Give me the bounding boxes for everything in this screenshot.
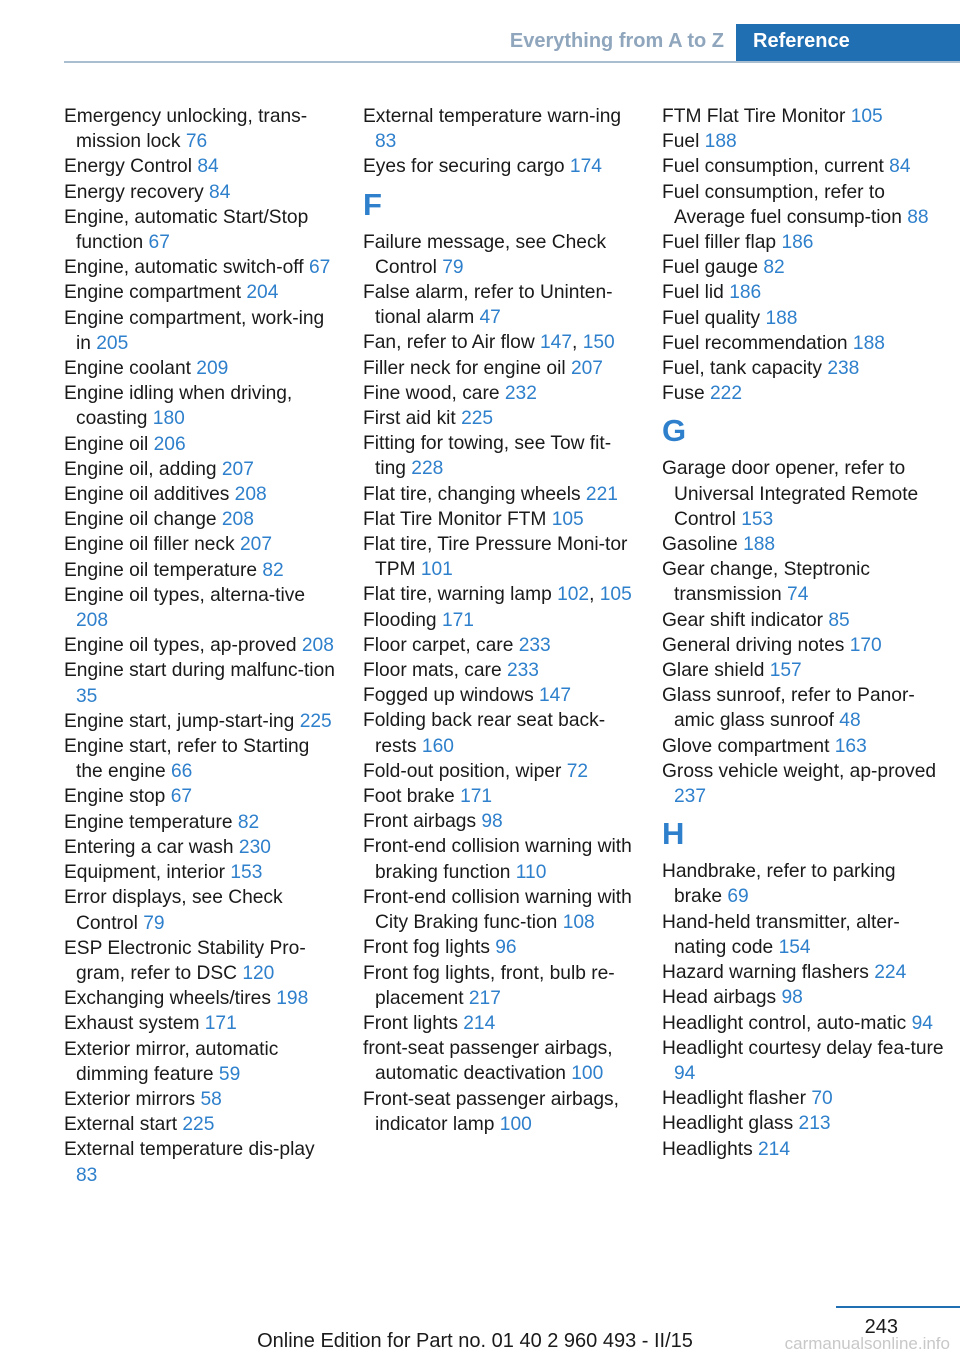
entry-term: Headlight control, auto-matic <box>662 1012 912 1034</box>
entry-term: Fuel consumption, refer to Average fuel consump-tion <box>662 181 908 228</box>
index-entry <box>64 457 336 482</box>
entry-term: Engine idling when driving, coasting <box>64 383 293 430</box>
index-entry <box>662 230 946 255</box>
index-entry <box>662 306 946 331</box>
entry-term: Headlight courtesy delay fea-ture <box>662 1037 944 1059</box>
index-entry <box>64 356 336 381</box>
index-entry <box>64 1037 336 1087</box>
page-link[interactable]: 233 <box>506 660 539 682</box>
index-entry <box>64 583 336 633</box>
entry-term: Fuel consumption, current <box>662 156 890 178</box>
index-column-1 <box>64 104 336 1188</box>
index-entry <box>363 154 635 179</box>
page-link[interactable]: 188 <box>852 332 885 354</box>
page-link[interactable]: 208 <box>234 484 267 506</box>
entry-term: Failure message, see Check Control <box>363 231 607 278</box>
entry-term: Exhaust system <box>64 1013 205 1035</box>
page-link[interactable]: 180 <box>152 408 185 430</box>
page-link[interactable]: 186 <box>781 232 814 254</box>
entry-term: Fine wood, care <box>363 382 505 404</box>
page-link[interactable]: 170 <box>849 634 882 656</box>
index-entry <box>64 885 336 935</box>
page-link[interactable]: 237 <box>674 786 707 808</box>
page-link[interactable]: 163 <box>834 735 867 757</box>
index-entry <box>64 104 336 154</box>
index-entry <box>64 810 336 835</box>
page-link[interactable]: 174 <box>569 156 602 178</box>
entry-term: Gasoline <box>662 534 744 556</box>
entry-term: Fuel recommendation <box>662 332 853 354</box>
watermark: carmanualsonline.info <box>784 1334 950 1353</box>
page-link[interactable]: 105 <box>551 508 584 530</box>
page-link[interactable]: 96 <box>495 937 517 959</box>
entry-term: Fuel <box>662 131 705 153</box>
index-entry <box>662 255 946 280</box>
entry-term: Eyes for securing cargo <box>363 156 570 178</box>
index-entry <box>363 834 635 884</box>
entry-term: External temperature warn-ing <box>363 106 622 127</box>
entry-term: Headlights <box>662 1138 758 1160</box>
entry-term: Front-end collision warning with City Braking func-tion <box>363 886 632 934</box>
entry-term: Headlight flasher <box>662 1088 812 1110</box>
entry-term: Engine oil, adding <box>64 458 222 480</box>
index-entry <box>363 356 635 381</box>
index-column-3 <box>662 104 946 1162</box>
index-entry <box>662 759 946 809</box>
page-link[interactable]: 67 <box>148 232 170 254</box>
entry-term: Fuel lid <box>662 282 730 304</box>
page-separator: , <box>589 584 600 606</box>
index-entry <box>363 683 635 708</box>
index-entry <box>662 633 946 658</box>
page-link[interactable]: 101 <box>420 559 453 581</box>
index-entry <box>64 180 336 205</box>
page-link[interactable]: 222 <box>710 383 743 405</box>
entry-term: Front airbags <box>363 811 482 833</box>
entry-term: Engine stop <box>64 786 171 808</box>
page-link[interactable]: 209 <box>196 358 229 380</box>
page-link[interactable]: 88 <box>907 206 929 228</box>
page-link[interactable]: 225 <box>299 710 332 732</box>
index-entry <box>363 582 635 607</box>
entry-term: Handbrake, refer to parking brake <box>662 861 896 908</box>
entry-term: Entering a car wash <box>64 836 239 858</box>
entry-term: Engine oil additives <box>64 484 235 506</box>
entry-term: Flooding <box>363 609 442 631</box>
page-link[interactable]: 105 <box>599 584 632 606</box>
entry-term: Front fog lights, front, bulb re-placement <box>363 962 615 1009</box>
page-link[interactable]: 214 <box>758 1138 791 1160</box>
page-link[interactable]: 70 <box>811 1088 833 1110</box>
page-link[interactable]: 205 <box>96 332 129 354</box>
entry-term: Glare shield <box>662 660 770 682</box>
page-link[interactable]: 221 <box>585 483 618 505</box>
index-entry <box>64 381 336 431</box>
entry-term: Hand-held transmitter, alter-nating code <box>662 911 900 958</box>
entry-term: Fuse <box>662 383 710 405</box>
page-link[interactable]: 82 <box>237 811 260 833</box>
page-link[interactable]: 76 <box>185 131 208 153</box>
entry-term: Front-end collision warning with braking function <box>363 836 632 883</box>
page-link[interactable]: 102 <box>557 584 590 606</box>
page-link[interactable]: 98 <box>781 987 803 1009</box>
index-entry <box>363 406 635 431</box>
entry-term: Engine oil change <box>64 509 222 531</box>
index-entry <box>64 1011 336 1036</box>
index-entry <box>363 482 635 507</box>
page-link[interactable]: 69 <box>727 886 749 908</box>
index-entry <box>662 456 946 532</box>
entry-term: Fogged up windows <box>363 685 539 707</box>
entry-term: Engine oil filler neck <box>64 534 240 556</box>
index-entry <box>363 507 635 532</box>
page-link[interactable]: 228 <box>411 458 444 480</box>
entry-term: Gear shift indicator <box>662 609 829 631</box>
entry-term: Front-seat passenger airbags, indicator lamp <box>363 1088 619 1135</box>
entry-term: Energy Control <box>64 156 198 178</box>
index-entry <box>363 809 635 834</box>
page-link[interactable]: 232 <box>504 382 537 404</box>
entry-term: Floor carpet, care <box>363 634 519 656</box>
page-link[interactable]: 108 <box>562 912 595 934</box>
section-letter: F <box>363 186 382 222</box>
entry-term: Fuel gauge <box>662 257 764 279</box>
index-entry <box>64 154 336 179</box>
entry-term: Error displays, see Check Control <box>64 887 283 934</box>
index-entry <box>662 129 946 154</box>
entry-term: False alarm, refer to Uninten-tional alarm <box>363 282 613 329</box>
page-link[interactable]: 171 <box>460 786 493 808</box>
index-entry <box>662 557 946 607</box>
page-link[interactable]: 85 <box>828 609 850 631</box>
index-entry <box>64 734 336 784</box>
entry-term: Folding back rear seat back-rests <box>363 710 606 757</box>
entry-term: Head airbags <box>662 987 782 1009</box>
page-link[interactable]: 208 <box>301 635 334 657</box>
entry-term: Filler neck for engine oil <box>363 357 571 379</box>
page-link[interactable]: 67 <box>308 257 331 279</box>
entry-term: Fuel, tank capacity <box>662 358 828 380</box>
index-entry <box>64 532 336 557</box>
page-link[interactable]: 84 <box>889 156 911 178</box>
entry-term: Fuel quality <box>662 307 766 329</box>
index-entry <box>363 708 635 758</box>
entry-term: External temperature dis-play <box>64 1139 315 1161</box>
page-link[interactable]: 171 <box>204 1013 237 1035</box>
index-column-2 <box>363 104 635 1137</box>
index-entry <box>662 381 946 406</box>
page-link[interactable]: 83 <box>76 1164 98 1186</box>
entry-term: Gear change, Steptronic transmission <box>662 559 870 606</box>
index-entry <box>662 960 946 985</box>
page-link[interactable]: 72 <box>566 760 589 782</box>
page-link[interactable]: 198 <box>276 988 309 1010</box>
entry-term: Foot brake <box>363 786 461 808</box>
page-link[interactable]: 47 <box>479 307 501 329</box>
index-entry <box>662 683 946 733</box>
page-link[interactable]: 217 <box>468 987 501 1009</box>
entry-term: FTM Flat Tire Monitor <box>662 106 851 127</box>
index-entry <box>363 1036 635 1086</box>
index-entry <box>64 255 336 280</box>
entry-term: Fitting for towing, see Tow fit-ting <box>363 433 612 480</box>
index-entry <box>363 608 635 633</box>
page-link[interactable]: 214 <box>463 1012 496 1034</box>
index-entry <box>363 104 635 154</box>
entry-term: Engine start, refer to Starting the engine <box>64 736 310 783</box>
index-entry <box>662 734 946 759</box>
page-link[interactable]: 35 <box>76 685 98 707</box>
index-entry <box>662 532 946 557</box>
entry-term: Engine oil <box>64 433 154 455</box>
index-entry <box>64 280 336 305</box>
index-entry <box>363 935 635 960</box>
page-link[interactable]: 94 <box>911 1012 933 1034</box>
entry-term: Engine, automatic Start/Stop function <box>64 206 309 254</box>
section-letter: G <box>662 413 687 449</box>
section-letter: H <box>662 816 685 852</box>
index-entry <box>363 230 635 280</box>
index-entry <box>662 1086 946 1111</box>
page-link[interactable]: 186 <box>729 282 762 304</box>
index-entry <box>662 985 946 1010</box>
index-entry <box>363 330 635 355</box>
page-link[interactable]: 83 <box>375 131 397 153</box>
index-entry <box>64 936 336 986</box>
index-entry <box>64 558 336 583</box>
index-entry <box>64 1112 336 1137</box>
index-entry <box>662 658 946 683</box>
entry-term: Fuel filler flap <box>662 232 782 254</box>
index-entry <box>363 1087 635 1137</box>
page-link[interactable]: 100 <box>571 1063 604 1085</box>
header-rule <box>64 61 960 63</box>
index-entry <box>363 633 635 658</box>
entry-term: Front lights <box>363 1012 464 1034</box>
index-entry <box>363 784 635 809</box>
page-link[interactable]: 224 <box>874 962 907 984</box>
page-separator: , <box>572 332 583 354</box>
page-link[interactable]: 238 <box>827 358 860 380</box>
entry-term: Engine oil types, alterna-tive <box>64 584 306 606</box>
page-link[interactable]: 204 <box>246 282 279 304</box>
page-header <box>0 0 960 62</box>
page-link[interactable]: 84 <box>209 181 231 203</box>
page-link[interactable]: 67 <box>170 786 193 808</box>
page-link[interactable]: 147 <box>540 332 573 354</box>
index-entry <box>363 759 635 784</box>
page-link[interactable]: 120 <box>242 962 275 984</box>
page-link[interactable]: 79 <box>143 912 165 934</box>
page-link[interactable]: 94 <box>674 1062 696 1084</box>
page-link[interactable]: 48 <box>839 710 861 732</box>
page-link[interactable]: 213 <box>798 1113 831 1135</box>
index-entry <box>662 180 946 230</box>
index-entry <box>662 1137 946 1162</box>
reference-tab: Reference <box>736 24 960 62</box>
index-entry <box>64 432 336 457</box>
index-entry <box>64 482 336 507</box>
index-entry <box>662 1036 946 1086</box>
index-entry <box>64 633 336 658</box>
entry-term: Exchanging wheels/tires <box>64 988 277 1010</box>
entry-term: Floor mats, care <box>363 660 507 682</box>
index-entry <box>363 885 635 935</box>
entry-term: First aid kit <box>363 408 462 430</box>
index-entry <box>64 658 336 708</box>
page-link[interactable]: 100 <box>499 1113 532 1135</box>
page-link[interactable]: 98 <box>481 811 503 833</box>
index-entry <box>64 835 336 860</box>
index-entry <box>64 507 336 532</box>
index-entry <box>64 784 336 809</box>
index-entry <box>64 1087 336 1112</box>
index-entry <box>662 356 946 381</box>
page-link[interactable]: 207 <box>570 357 603 379</box>
index-entry <box>363 431 635 481</box>
index-entry <box>363 381 635 406</box>
entry-term: Engine temperature <box>64 811 238 833</box>
entry-term: Fan, refer to Air flow <box>363 332 541 354</box>
entry-term: Glove compartment <box>662 735 835 757</box>
index-entry <box>662 280 946 305</box>
page-link[interactable]: 225 <box>182 1114 215 1136</box>
entry-term: Headlight glass <box>662 1113 799 1135</box>
page-link[interactable]: 154 <box>778 936 811 958</box>
index-entry <box>662 910 946 960</box>
page-link[interactable]: 206 <box>153 433 186 455</box>
entry-term: Hazard warning flashers <box>662 962 875 984</box>
entry-term: Engine oil temperature <box>64 559 263 581</box>
entry-term: External start <box>64 1114 183 1136</box>
entry-term: Garage door opener, refer to Universal Integrated Remote Control <box>662 458 919 530</box>
page-link[interactable]: 233 <box>518 634 551 656</box>
page-link[interactable]: 160 <box>421 735 454 757</box>
page-link[interactable]: 153 <box>230 862 263 884</box>
page-link[interactable]: 150 <box>582 332 615 354</box>
entry-term: Equipment, interior <box>64 862 231 884</box>
page-link[interactable]: 79 <box>442 256 464 278</box>
index-entry <box>363 280 635 330</box>
index-entry <box>64 709 336 734</box>
page-link[interactable]: 188 <box>743 534 776 556</box>
entry-term: Gross vehicle weight, ap-proved <box>662 760 937 782</box>
index-entry <box>662 608 946 633</box>
entry-term: Engine, automatic switch-off <box>64 257 309 279</box>
entry-term: General driving notes <box>662 634 850 656</box>
index-entry <box>64 306 336 356</box>
page-link[interactable]: 82 <box>262 559 284 581</box>
index-entry <box>64 860 336 885</box>
page-link[interactable]: 207 <box>221 458 254 480</box>
entry-term: Exterior mirror, automatic dimming feature <box>64 1038 279 1085</box>
page-link[interactable]: 230 <box>238 836 271 858</box>
entry-term: Engine oil types, ap-proved <box>64 635 302 657</box>
entry-term: Fold-out position, wiper <box>363 760 567 782</box>
index-entry <box>64 205 336 255</box>
index-entry <box>662 154 946 179</box>
index-entry <box>64 986 336 1011</box>
page-link[interactable]: 66 <box>170 761 193 783</box>
page-link[interactable]: 171 <box>441 609 474 631</box>
page-number: 243 <box>864 1316 898 1338</box>
entry-term: Engine compartment <box>64 282 247 304</box>
entry-term: Engine coolant <box>64 358 197 380</box>
page-link[interactable]: 207 <box>239 534 272 556</box>
index-entry <box>662 1111 946 1136</box>
entry-term: Emergency unlocking, trans-mission lock <box>64 106 308 153</box>
page-link[interactable]: 208 <box>76 610 109 632</box>
page-link[interactable]: 59 <box>218 1063 241 1085</box>
index-entry <box>363 532 635 582</box>
index-entry <box>363 658 635 683</box>
page-link[interactable]: 188 <box>765 307 798 329</box>
entry-term: Glass sunroof, refer to Panor-amic glass sunroof <box>662 685 915 732</box>
page-link[interactable]: 157 <box>769 660 802 682</box>
page-link[interactable]: 188 <box>704 131 737 153</box>
footer-rule <box>836 1306 960 1308</box>
entry-term: ESP Electronic Stability Pro-gram, refer to DSC <box>64 937 306 984</box>
index-entry <box>363 961 635 1011</box>
page-link[interactable]: 153 <box>741 508 774 530</box>
page-link[interactable]: 74 <box>787 584 809 606</box>
index-entry <box>662 1011 946 1036</box>
entry-term: Energy recovery <box>64 181 210 203</box>
entry-term: Flat Tire Monitor FTM <box>363 508 552 530</box>
entry-term: Flat tire, Tire Pressure Moni-tor TPM <box>363 534 628 581</box>
page-link[interactable]: 110 <box>515 861 547 883</box>
page-link[interactable]: 147 <box>539 685 572 707</box>
entry-term: Flat tire, warning lamp <box>363 584 558 606</box>
page-link[interactable]: 82 <box>763 257 785 279</box>
page-link[interactable]: 84 <box>197 156 219 178</box>
entry-term: Engine compartment, work-ing in <box>64 307 325 354</box>
entry-term: front-seat passenger airbags, automatic deactivation <box>363 1038 613 1085</box>
index-entry <box>64 1137 336 1187</box>
entry-term: Engine start during malfunc-tion <box>64 660 335 682</box>
entry-term: Exterior mirrors <box>64 1088 201 1110</box>
index-entry <box>662 331 946 356</box>
index-entry <box>662 859 946 909</box>
edition-text: Online Edition for Part no. 01 40 2 960 493 - II/15 <box>257 1330 693 1352</box>
page-link[interactable]: 225 <box>461 408 494 430</box>
entry-term: Front fog lights <box>363 937 496 959</box>
section-title: Everything from A to Z <box>509 30 724 52</box>
page-link[interactable]: 58 <box>200 1088 222 1110</box>
page-link[interactable]: 208 <box>221 509 254 531</box>
entry-term: Flat tire, changing wheels <box>363 483 586 505</box>
index-entry <box>363 1011 635 1036</box>
index-entry <box>662 104 946 129</box>
page-link[interactable]: 105 <box>850 106 883 127</box>
entry-term: Engine start, jump-start-ing <box>64 710 300 732</box>
